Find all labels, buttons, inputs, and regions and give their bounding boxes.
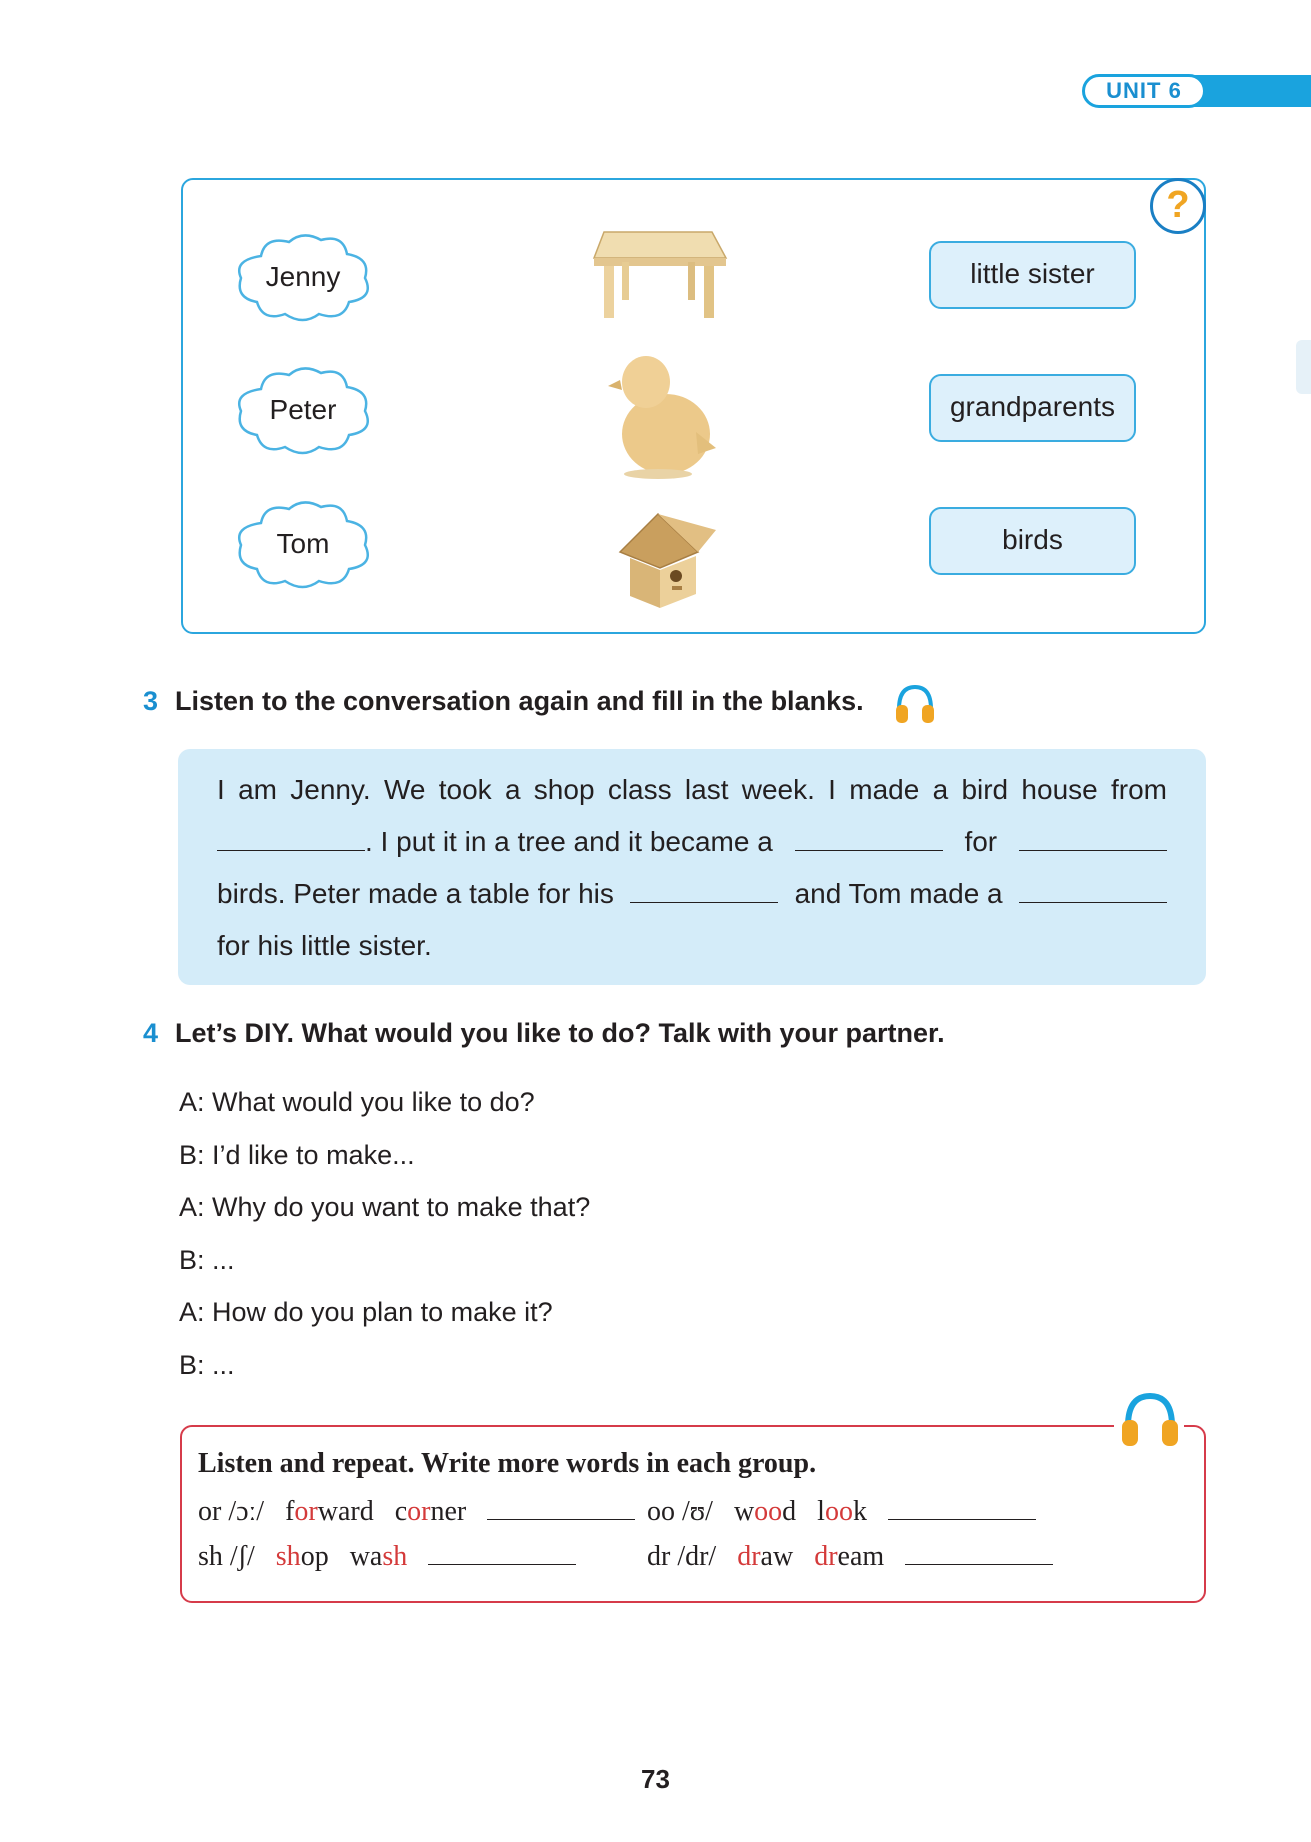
headphones-icon[interactable] bbox=[1118, 1390, 1182, 1448]
passage-line-4: for his little sister. bbox=[217, 930, 432, 961]
answer-little-sister: little sister bbox=[929, 241, 1136, 309]
word-part: op bbox=[300, 1541, 329, 1572]
word-highlight: oo bbox=[754, 1496, 783, 1527]
unit-label: UNIT 6 bbox=[1082, 74, 1206, 108]
word-part: k bbox=[852, 1496, 867, 1527]
word-highlight: sh bbox=[275, 1541, 301, 1572]
passage-text-2b: for bbox=[964, 826, 998, 857]
phonics-row-oo bbox=[647, 1492, 1036, 1532]
word-highlight: oo bbox=[824, 1496, 853, 1527]
word-forward bbox=[285, 1496, 374, 1527]
passage-line-1: I am Jenny. We took a shop class last week. I made a bird house from bbox=[217, 774, 1167, 805]
word-part: ner bbox=[430, 1496, 467, 1527]
help-icon[interactable]: ? bbox=[1150, 178, 1206, 234]
dr-sound: dr /dr/ bbox=[647, 1541, 717, 1572]
dialog-line: A: How do you plan to make it? bbox=[179, 1297, 553, 1327]
word-highlight: or bbox=[294, 1496, 318, 1527]
section-4-title: Let’s DIY. What would you like to do? Talk with your partner. bbox=[175, 1018, 945, 1048]
passage-line-2 bbox=[217, 822, 1167, 862]
word-highlight: sh bbox=[382, 1541, 408, 1572]
word-highlight: dr bbox=[814, 1541, 838, 1572]
word-part: c bbox=[394, 1496, 408, 1527]
blank-sh[interactable] bbox=[428, 1540, 576, 1565]
word-shop bbox=[276, 1541, 329, 1572]
word-look bbox=[817, 1496, 867, 1527]
passage-text-3a: birds. Peter made a table for his bbox=[217, 878, 614, 909]
blank-3[interactable] bbox=[1019, 824, 1167, 851]
sh-sound: sh /ʃ/ bbox=[198, 1541, 255, 1572]
blank-2[interactable] bbox=[795, 824, 943, 851]
dialog-line: B: ... bbox=[179, 1245, 235, 1275]
name-cloud-jenny bbox=[231, 230, 375, 329]
headphones-icon[interactable] bbox=[893, 683, 937, 725]
blank-or[interactable] bbox=[487, 1495, 635, 1520]
phonics-title: Listen and repeat. Write more words in each group. bbox=[198, 1448, 817, 1479]
word-part: aw bbox=[760, 1541, 794, 1572]
oo-sound: oo /ʊ/ bbox=[647, 1496, 713, 1527]
dialog-line: B: ... bbox=[179, 1350, 235, 1380]
name-cloud-peter bbox=[231, 363, 375, 462]
blank-oo[interactable] bbox=[888, 1495, 1036, 1520]
phonics-row-or bbox=[198, 1492, 635, 1532]
word-part: ward bbox=[317, 1496, 374, 1527]
blank-5[interactable] bbox=[1019, 876, 1167, 903]
word-draw bbox=[737, 1541, 793, 1572]
page-number: 73 bbox=[641, 1764, 670, 1794]
word-dream bbox=[814, 1541, 884, 1572]
word-highlight: or bbox=[407, 1496, 431, 1527]
blank-4[interactable] bbox=[630, 876, 778, 903]
name-peter: Peter bbox=[269, 394, 337, 425]
passage-line-3 bbox=[217, 874, 1167, 914]
dialog-line: A: Why do you want to make that? bbox=[179, 1192, 591, 1222]
passage-text-3b: and Tom made a bbox=[794, 878, 1003, 909]
word-highlight: dr bbox=[737, 1541, 761, 1572]
table-image bbox=[590, 222, 730, 322]
word-part: d bbox=[782, 1496, 797, 1527]
word-part: l bbox=[817, 1496, 825, 1527]
passage-text-2a: . I put it in a tree and it became a bbox=[365, 826, 773, 857]
word-part: eam bbox=[837, 1541, 885, 1572]
dialog-line: B: I’d like to make... bbox=[179, 1140, 415, 1170]
blank-dr[interactable] bbox=[905, 1540, 1053, 1565]
phonics-row-dr bbox=[647, 1537, 1053, 1577]
name-jenny: Jenny bbox=[265, 261, 341, 292]
passage-line-2-start bbox=[217, 822, 773, 862]
name-cloud-tom bbox=[231, 497, 375, 596]
answer-birds: birds bbox=[929, 507, 1136, 575]
section-4-number: 4 bbox=[143, 1018, 159, 1048]
penguin-image bbox=[588, 350, 738, 480]
word-wash bbox=[350, 1541, 408, 1572]
word-part: f bbox=[285, 1496, 295, 1527]
word-part: w bbox=[733, 1496, 755, 1527]
phonics-row-sh bbox=[198, 1537, 576, 1577]
word-corner bbox=[395, 1496, 467, 1527]
blank-1[interactable] bbox=[217, 824, 365, 851]
answer-grandparents: grandparents bbox=[929, 374, 1136, 442]
birdhouse-image bbox=[612, 508, 722, 613]
section-3-number: 3 bbox=[143, 686, 159, 716]
name-tom: Tom bbox=[276, 528, 330, 559]
dialog-line: A: What would you like to do? bbox=[179, 1087, 535, 1117]
or-sound: or /ɔː/ bbox=[198, 1496, 265, 1527]
word-part: wa bbox=[349, 1541, 383, 1572]
word-wood bbox=[734, 1496, 796, 1527]
side-tab bbox=[1296, 340, 1311, 394]
section-3-title: Listen to the conversation again and fill in the blanks. bbox=[175, 686, 864, 716]
